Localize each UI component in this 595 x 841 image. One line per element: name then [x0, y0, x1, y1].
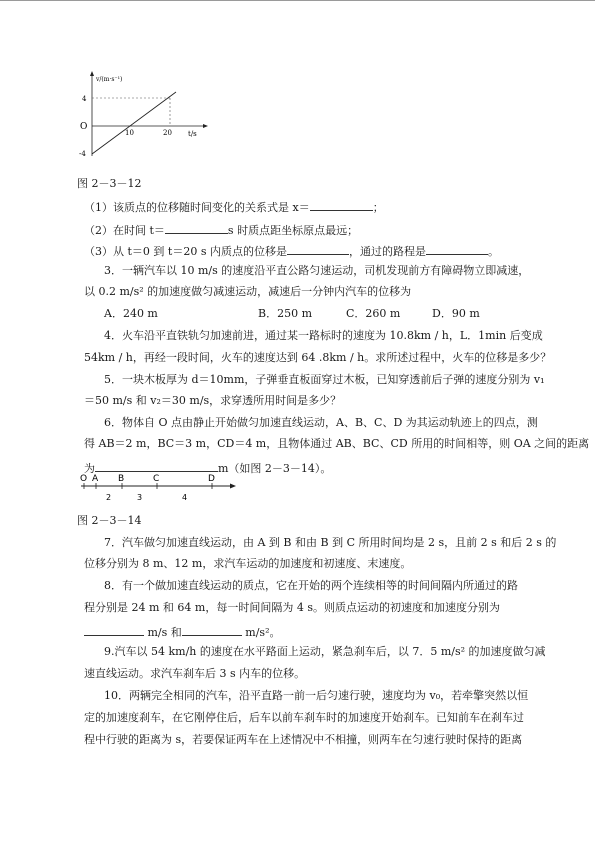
point-b-label: B: [118, 474, 125, 484]
question-1-2: [84, 222, 358, 237]
question-8-line-3-text: m/s 和: [147, 626, 182, 639]
x-tick-20: 20: [163, 129, 172, 137]
question-1-3-text-mid: ，通过的路程是: [348, 245, 426, 258]
figure-caption-2-3-12: 图 2－3－12: [77, 177, 142, 190]
x-axis-label: t/s: [188, 130, 197, 138]
point-a-label: A: [92, 474, 99, 484]
question-3-option-c: C．260 m: [346, 307, 401, 320]
segment-cd-length: 4: [182, 493, 188, 502]
question-3-option-b: B．250 m: [258, 307, 313, 320]
x-axis-arrow: [203, 124, 208, 128]
question-10-line-3: 程中行驶的距离为 s，若要保证两车在上述情况中不相撞，则两车在匀速行驶时保持的距离: [84, 733, 523, 746]
question-10-line-1: 10．两辆完全相同的汽车，沿平直路一前一后匀速行驶，速度均为 v₀，若牵擎突然以恒: [104, 689, 529, 702]
answer-blank[interactable]: [182, 624, 242, 636]
question-8-line-3: [84, 624, 280, 639]
answer-blank[interactable]: [426, 243, 488, 255]
question-3-line-2: 以 0.2 m/s² 的加速度做匀减速运动，减速后一分钟内汽车的位移为: [84, 285, 412, 298]
point-o-label: O: [80, 474, 88, 484]
segment-ab-length: 2: [106, 493, 112, 502]
question-3-option-a: A．240 m: [104, 307, 158, 320]
x-tick-10: 10: [125, 129, 134, 137]
question-1-2-text-end: s 时质点距坐标原点最远；: [227, 224, 359, 237]
answer-blank[interactable]: [84, 624, 144, 636]
question-5-line-2: ＝50 m/s 和 v₂＝30 m/s，求穿透所用时间是多少？: [84, 394, 342, 407]
question-9-line-1: 9.汽车以 54 km/h 的速度在水平路面上运动，紧急刹车后，以 7．5 m/s² 的加速度做匀减: [104, 645, 546, 658]
question-4-line-1: 4．火车沿平直铁轨匀加速前进，通过某一路标时的速度为 10.8km / h，L．1min 后变成: [104, 329, 543, 342]
question-10-line-2: 定的加速度刹车，在它刚停住后，后车以前车刹车时的加速度开始刹车。已知前车在刹车过: [84, 711, 524, 724]
question-3-line-1: 3．一辆汽车以 10 m/s 的速度沿平直公路匀速运动，司机发现前方有障碍物立即减速，: [104, 264, 530, 277]
question-1-3: [84, 243, 499, 258]
question-6-line-3-text: 为: [84, 462, 95, 475]
figure-caption-2-3-14: 图 2－3－14: [77, 514, 142, 527]
question-3-option-d: D．90 m: [432, 307, 480, 320]
velocity-line: [92, 92, 176, 154]
motion-track-figure: [78, 470, 238, 506]
y-axis-arrow: [90, 71, 94, 76]
question-1-3-text-end: 。: [487, 245, 499, 258]
question-1-1-text: （1）该质点的位移随时间变化的关系式是 x＝: [84, 201, 310, 214]
point-d-label: D: [208, 474, 215, 484]
question-1-1: [84, 199, 384, 214]
answer-blank[interactable]: [310, 199, 373, 211]
answer-blank[interactable]: [165, 222, 228, 234]
question-4-line-2: 54km / h，再经一段时间，火车的速度达到 64 .8km / h。求所述过程中，火车的位移是多少？: [84, 351, 552, 364]
question-1-2-text: （2）在时间 t＝: [84, 224, 165, 237]
question-1-3-text: （3）从 t＝0 到 t＝20 s 内质点的位移是: [84, 245, 287, 258]
track-arrow: [230, 484, 236, 489]
segment-bc-length: 3: [137, 493, 143, 502]
question-6-line-3-text-end: m（如图 2－3－14）。: [218, 462, 332, 475]
page-top-rule: [0, 0, 595, 1]
question-1-1-end: ；: [372, 201, 384, 214]
question-6-line-1: 6．物体自 O 点由静止开始做匀加速直线运动，A、B、C、D 为其运动轨迹上的四点，测: [104, 416, 538, 429]
question-5-line-1: 5．一块木板厚为 d＝10mm，子弹垂直板面穿过木板，已知穿透前后子弹的速度分别为 v₁: [104, 373, 545, 386]
question-6-line-2: 得 AB＝2 m，BC＝3 m，CD＝4 m，且物体通过 AB、BC、CD 所用的时间相等，则 OA 之间的距离: [84, 437, 590, 450]
question-8-line-2: 程分别是 24 m 和 64 m，每一时间间隔为 4 s。则质点运动的初速度和加速度分别为: [84, 601, 500, 614]
y-tick-neg4: -4: [79, 150, 86, 158]
question-8-line-1: 8．有一个做加速直线运动的质点，它在开始的两个连续相等的时间间隔内所通过的路: [104, 579, 518, 592]
point-c-label: C: [153, 474, 160, 484]
y-tick-4: 4: [82, 95, 87, 103]
question-7-line-2: 位移分别为 8 m、12 m，求汽车运动的加速度和初速度、末速度。: [84, 557, 412, 570]
answer-blank[interactable]: [287, 243, 349, 255]
question-7-line-1: 7．汽车做匀加速直线运动，由 A 到 B 和由 B 到 C 所用时间均是 2 s，且前 2 s 和后 2 s 的: [104, 536, 557, 549]
velocity-time-graph: [70, 68, 210, 163]
origin-label: O: [80, 122, 88, 132]
question-8-line-3-text-end: m/s²。: [245, 626, 281, 639]
question-9-line-2: 速直线运动。求汽车刹车后 3 s 内车的位移。: [84, 667, 306, 680]
y-axis-label: v/(m·s⁻¹): [96, 76, 123, 83]
